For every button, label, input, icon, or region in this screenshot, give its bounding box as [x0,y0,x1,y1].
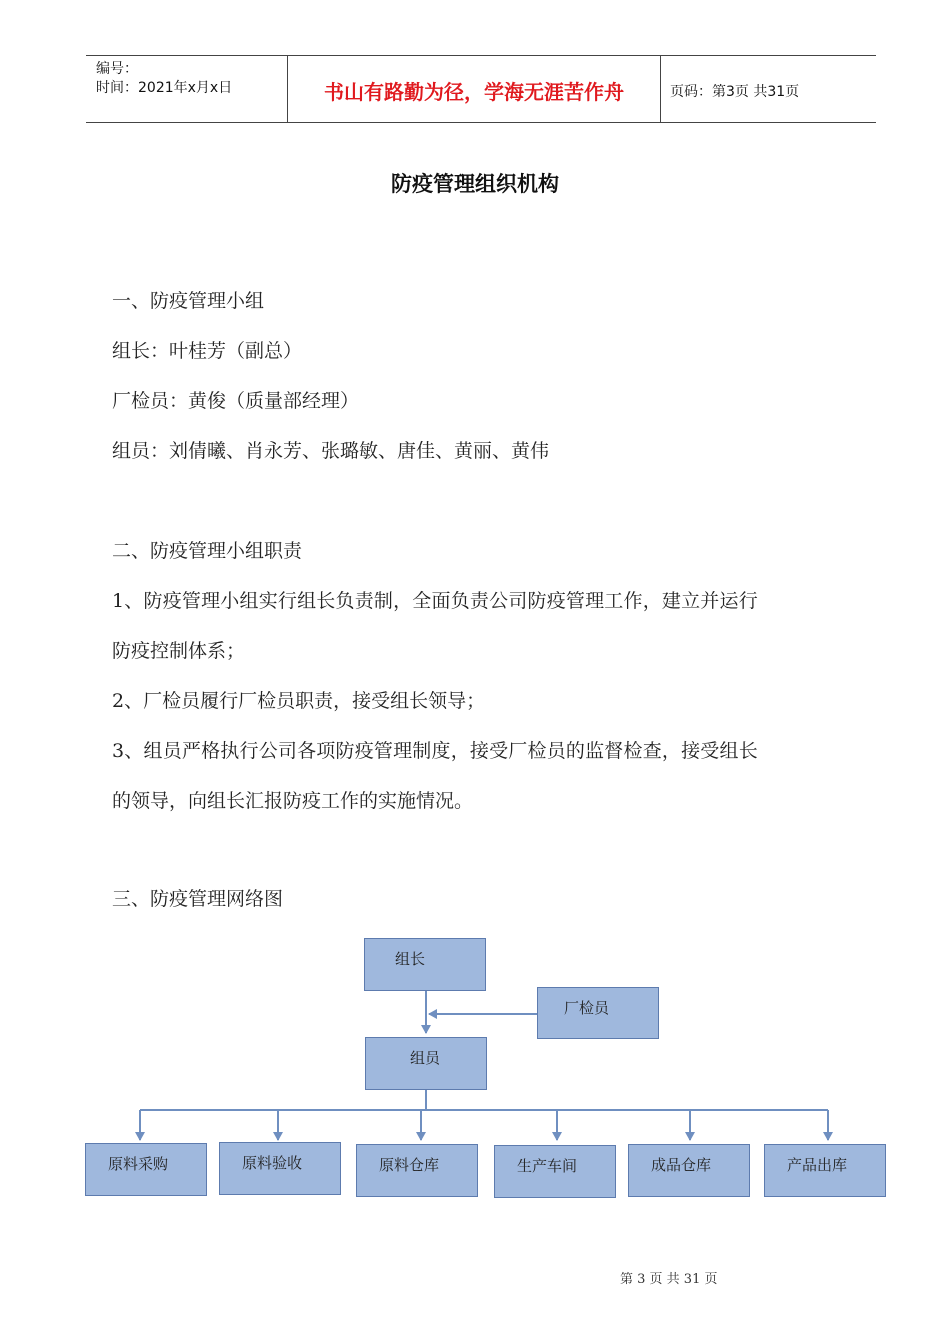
node-dept-4 [494,1145,616,1198]
header-page-number: 页码：第3页 共31页 [670,84,800,100]
duty-item3-line1: 3、组员严格执行公司各项防疫管理制度，接受厂检员的监督检查，接受组长 [112,740,758,762]
duty-item1-line1: 1、防疫管理小组实行组长负责制，全面负责公司防疫管理工作，建立并运行 [112,590,758,612]
node-dept-label: 原料仓库 [379,1156,440,1174]
node-dept-label: 原料采购 [108,1155,169,1173]
node-dept-label: 成品仓库 [651,1156,712,1174]
inspector-line: 厂检员：黄俊（质量部经理） [112,390,360,412]
section3-heading: 三、防疫管理网络图 [112,888,284,910]
node-leader-label: 组长 [395,950,426,968]
node-dept-3 [356,1144,478,1197]
duty-item1-line2: 防疫控制体系； [112,640,246,662]
duty-item2: 2、厂检员履行厂检员职责，接受组长领导； [112,690,486,712]
node-dept-label: 原料验收 [242,1154,303,1172]
node-inspector-label: 厂检员 [564,999,610,1017]
leader-line: 组长：叶桂芳（副总） [112,340,303,362]
node-members-label: 组员 [410,1049,441,1067]
node-dept-1 [85,1143,207,1196]
header-serial: 编号： [96,61,138,77]
members-line: 组员：刘倩曦、肖永芳、张璐敏、唐佳、黄丽、黄伟 [112,440,550,462]
page-footer: 第 3 页 共 31 页 [620,1272,718,1287]
node-dept-5 [628,1144,750,1197]
header-motto: 书山有路勤为径，学海无涯苦作舟 [324,80,624,104]
node-dept-label: 生产车间 [517,1157,578,1175]
duty-item3-line2: 的领导，向组长汇报防疫工作的实施情况。 [112,790,474,812]
node-dept-label: 产品出库 [787,1156,848,1174]
node-inspector [537,987,659,1039]
page-title: 防疫管理组织机构 [391,172,559,196]
node-dept-6 [764,1144,886,1197]
node-dept-2 [219,1142,341,1195]
section1-heading: 一、防疫管理小组 [112,290,265,312]
node-members [365,1037,487,1090]
header-time: 时间：2021年x月x日 [96,80,233,96]
section2-heading: 二、防疫管理小组职责 [112,540,303,562]
node-leader [364,938,486,991]
